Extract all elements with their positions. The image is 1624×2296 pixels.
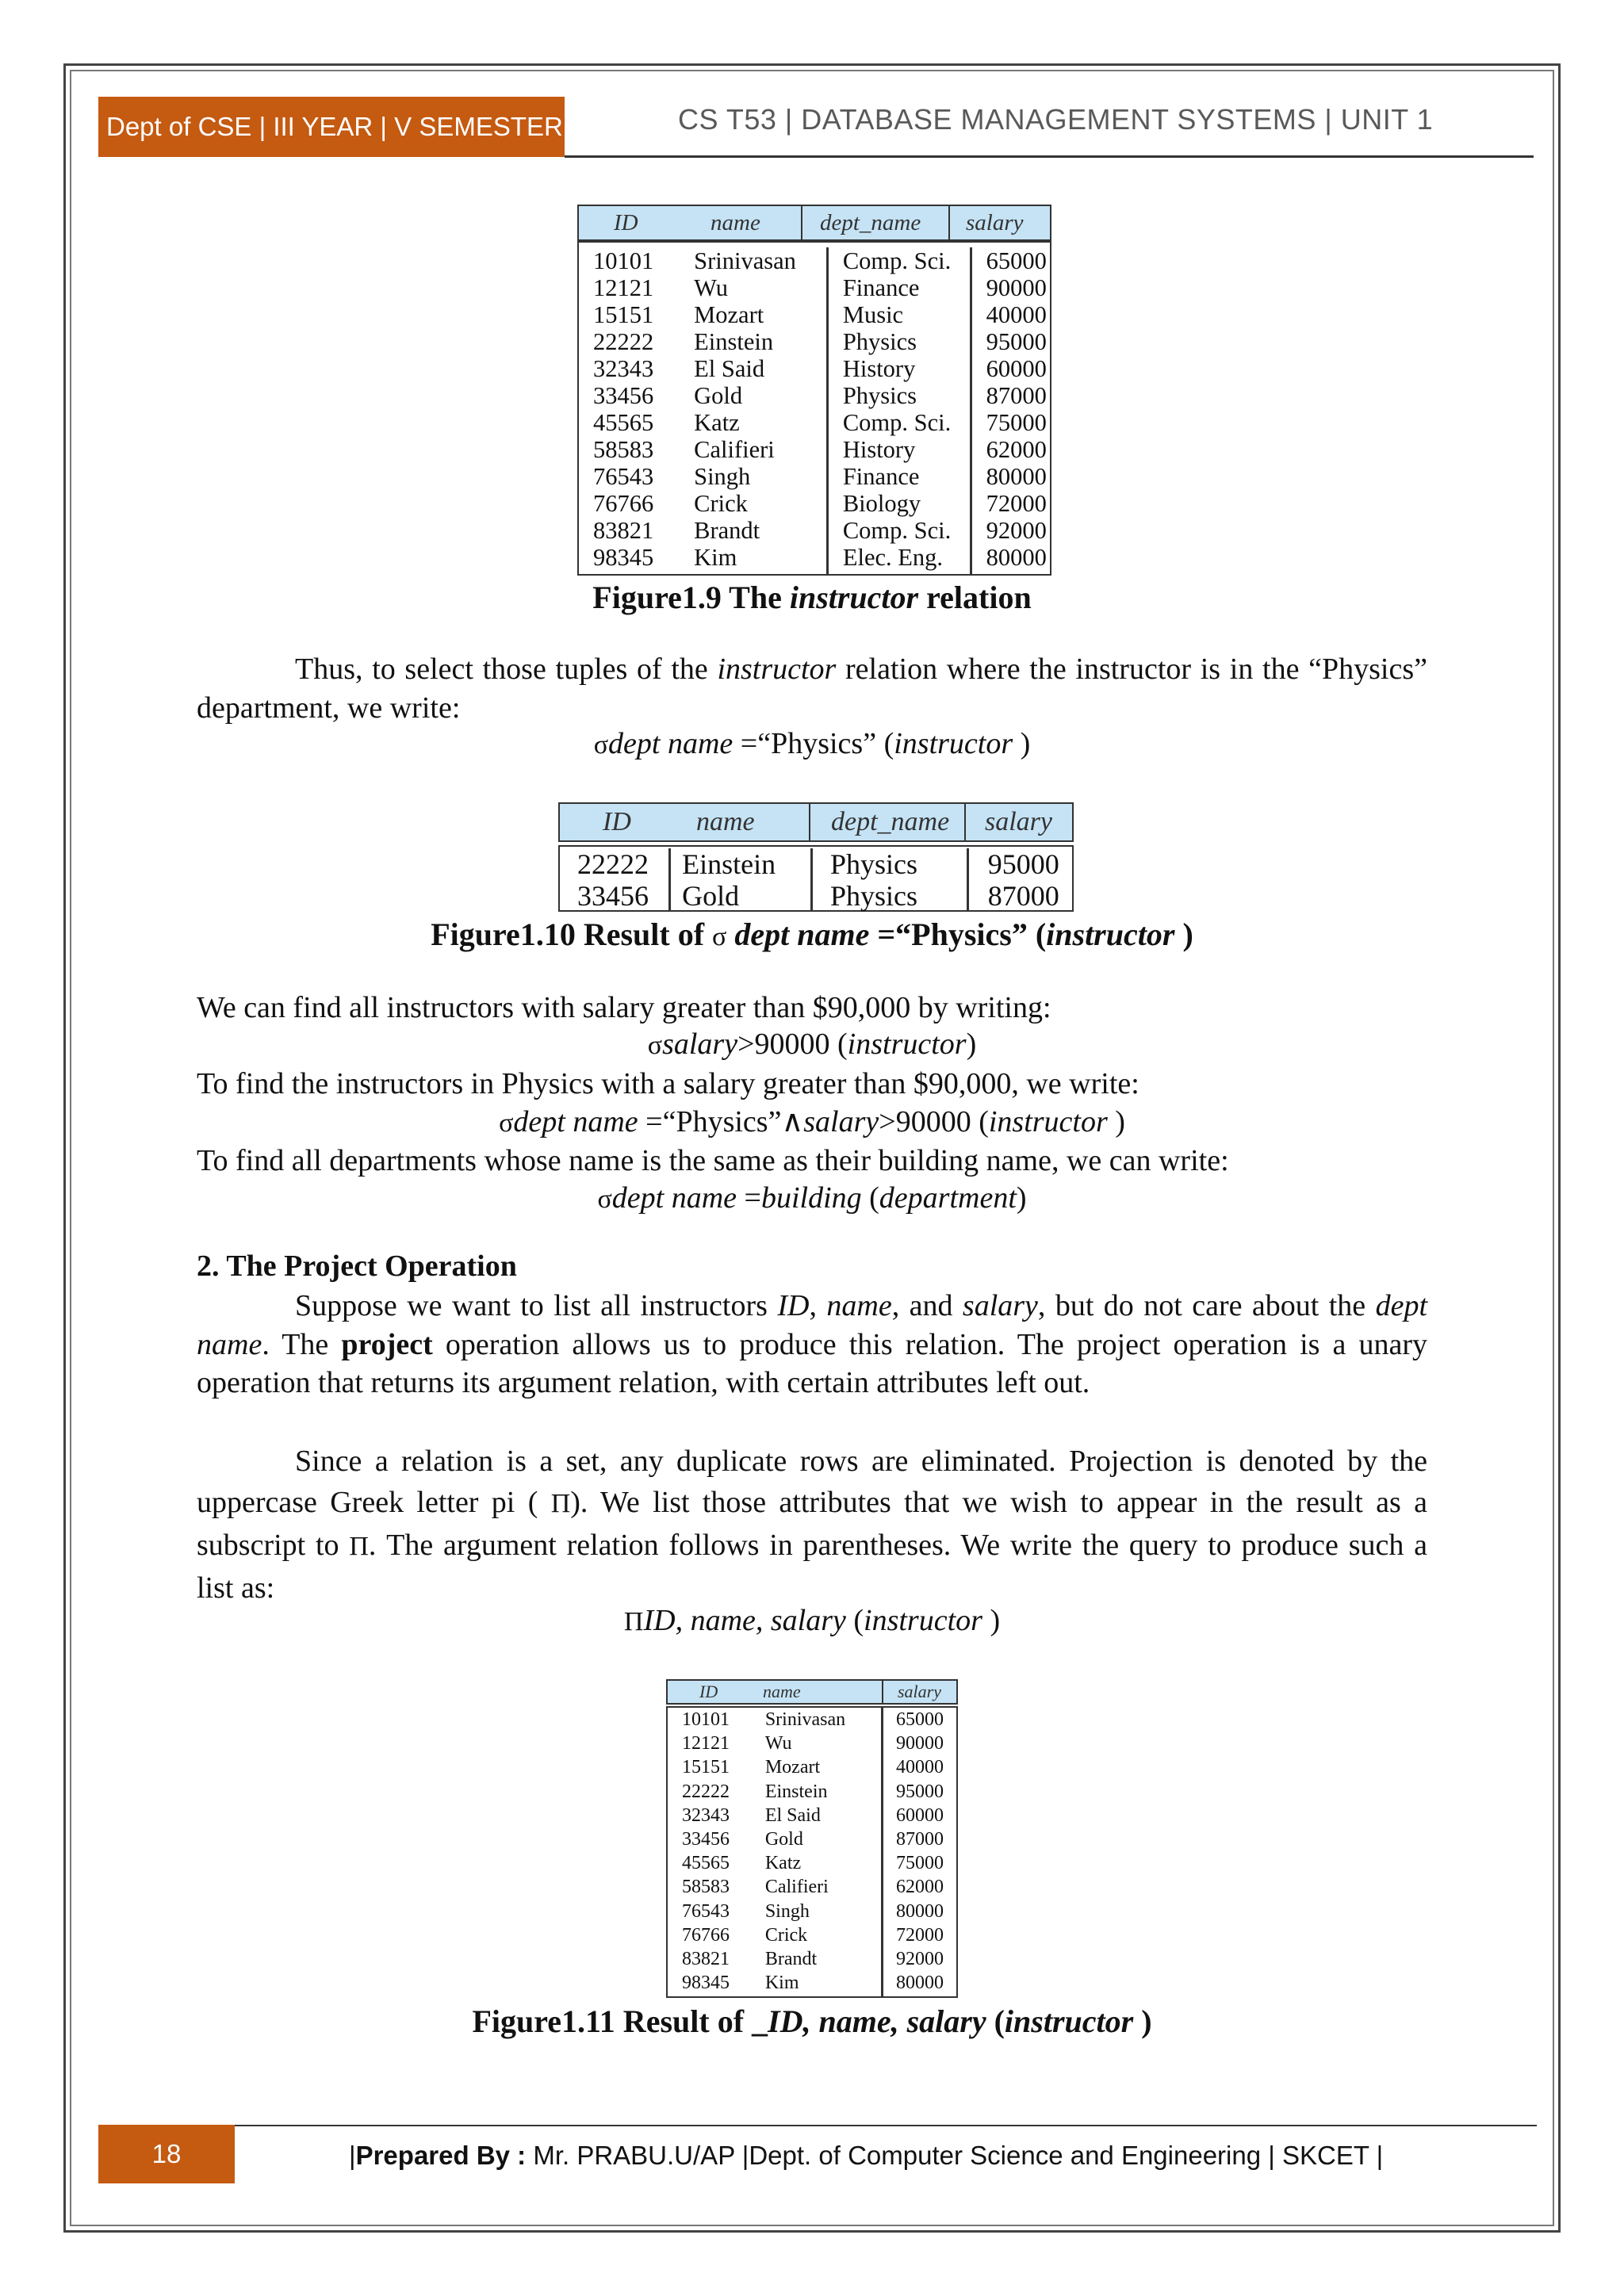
table-cell: 76543 (682, 1900, 730, 1922)
figure-1-9-caption (0, 579, 1624, 616)
table-cell: Finance (842, 463, 920, 490)
text: ( (861, 1181, 879, 1215)
text: ) (1107, 1105, 1125, 1138)
table-cell: Srinivasan (764, 1709, 846, 1730)
sigma-symbol: σ (593, 730, 609, 760)
table-cell: 33456 (593, 382, 654, 409)
table-cell: 98345 (593, 544, 654, 571)
figure-1-9-table (577, 205, 1051, 576)
sigma-symbol: σ (647, 1031, 663, 1060)
emphasis: salary (803, 1105, 879, 1138)
expression-select-salary (0, 1027, 1624, 1062)
column-header-name: name (763, 1681, 883, 1703)
emphasis: dept name (611, 1181, 737, 1215)
table-cell: 22222 (577, 848, 649, 880)
pi-symbol: Π (349, 1532, 369, 1561)
table-header (577, 205, 1051, 241)
table-cell: Crick (694, 490, 748, 517)
table-cell: Physics (830, 880, 918, 912)
column-header-name: name (684, 206, 802, 239)
table-cell: 83821 (593, 517, 654, 544)
line-physics-salary-intro: To find the instructors in Physics with a salary greater than $90,000, we write: (197, 1067, 1139, 1100)
text: Suppose we want to list all instructors (295, 1289, 778, 1322)
expression-select-building (0, 1181, 1624, 1215)
emphasis: ID, name, salary (643, 1604, 846, 1637)
table-cell: History (842, 436, 916, 463)
caption-text: ) (1133, 2003, 1152, 2039)
table-header (558, 802, 1074, 842)
table-cell: Mozart (764, 1757, 821, 1778)
figure-1-11-caption (0, 2003, 1624, 2040)
caption-text: ) (1174, 916, 1193, 952)
figure-1-10-caption (0, 916, 1624, 953)
emphasis: instructor (847, 1027, 967, 1061)
text: operation allows us to produce this relation. The project operation is a unary operation that returns its argument relation, with certain attributes left out. (197, 1327, 1427, 1399)
column-header-salary: salary (898, 1682, 941, 1701)
footer-rule (235, 2125, 1537, 2126)
text: , and (891, 1289, 963, 1322)
caption-text: Figure1.11 Result of _ (472, 2003, 768, 2039)
text: . The (262, 1327, 342, 1361)
emphasis: instructor (988, 1105, 1108, 1138)
text: . The argument relation follows in parentheses. We write the query to produce such a list as: (197, 1529, 1427, 1605)
table-body (666, 1706, 958, 1998)
table-cell: 76543 (593, 463, 654, 490)
caption-emphasis: instructor (1046, 916, 1175, 952)
table-cell: El Said (694, 355, 765, 382)
bold-term: project (341, 1327, 433, 1361)
sigma-symbol: σ (712, 922, 727, 951)
emphasis: instructor (864, 1604, 982, 1637)
paragraph-projection-notation (197, 1441, 1427, 1609)
column-header-salary: salary (966, 210, 1024, 235)
table-cell: 80000 (986, 463, 1047, 490)
table-cell: 60000 (895, 1804, 944, 1826)
table-cell: Gold (682, 880, 740, 912)
table-cell: 83821 (682, 1949, 730, 1970)
table-cell: 65000 (986, 247, 1047, 274)
text: ( (845, 1604, 864, 1637)
column-id (560, 848, 668, 910)
table-cell: Physics (842, 328, 917, 355)
table-cell: Comp. Sci. (842, 247, 952, 274)
column-header-id: ID (603, 807, 631, 836)
table-cell: 33456 (577, 880, 649, 912)
emphasis: department (879, 1181, 1017, 1215)
text: ) (1013, 727, 1031, 760)
emphasis: dept name (513, 1105, 638, 1138)
emphasis: building (760, 1181, 862, 1215)
footer-separator: | (349, 2141, 356, 2170)
column-header-salary: salary (985, 807, 1052, 836)
column-name (683, 247, 826, 574)
table-cell: 95000 (987, 848, 1059, 880)
table-body (558, 845, 1074, 912)
text: ) (966, 1027, 977, 1061)
page-number: 18 (98, 2125, 235, 2183)
column-salary (970, 247, 1050, 574)
table-cell: Katz (764, 1853, 802, 1874)
table-cell: 32343 (593, 355, 654, 382)
table-cell: 15151 (593, 301, 654, 328)
table-cell: Mozart (694, 301, 764, 328)
caption-text: relation (918, 580, 1032, 615)
paragraph-selection-intro (197, 650, 1427, 727)
expression-select-physics-salary (0, 1104, 1624, 1139)
text: =“Physics”∧ (638, 1105, 804, 1138)
table-cell: 80000 (895, 1973, 944, 1994)
table-cell: Einstein (694, 328, 774, 355)
figure-1-10-table (558, 802, 1074, 912)
column-name (756, 1708, 881, 1996)
table-cell: Comp. Sci. (842, 409, 952, 436)
table-cell: 15151 (682, 1757, 730, 1778)
emphasis: instructor (894, 727, 1013, 760)
table-cell: 92000 (986, 517, 1047, 544)
table-cell: Physics (830, 848, 918, 880)
table-cell: Physics (842, 382, 917, 409)
table-cell: Einstein (764, 1781, 828, 1802)
table-cell: 33456 (682, 1829, 730, 1850)
table-cell: 92000 (895, 1949, 944, 1970)
table-cell: Elec. Eng. (842, 544, 944, 571)
footer-credit (349, 2141, 1383, 2171)
text: , (809, 1289, 827, 1322)
column-id (668, 1708, 756, 1996)
table-cell: 98345 (682, 1973, 730, 1994)
caption-text: Figure1.9 The (592, 580, 790, 615)
paragraph-project-intro (197, 1287, 1427, 1402)
table-cell: 60000 (986, 355, 1047, 382)
text: ) (982, 1604, 1001, 1637)
text: =“Physics” ( (733, 727, 894, 760)
text: >90000 ( (737, 1027, 848, 1061)
table-cell: Wu (764, 1733, 792, 1755)
pi-symbol: Π (623, 1607, 644, 1636)
header-rule (565, 155, 1534, 158)
table-cell: 87000 (986, 382, 1047, 409)
text: Thus, to select those tuples of the (295, 652, 718, 686)
table-cell: El Said (764, 1804, 821, 1826)
table-cell: Califieri (764, 1877, 829, 1898)
expression-select-physics (0, 726, 1624, 761)
caption-emphasis: dept name (726, 916, 870, 952)
table-cell: 10101 (682, 1709, 730, 1730)
table-cell: 22222 (682, 1781, 730, 1802)
column-salary (967, 848, 1072, 910)
table-cell: Gold (694, 382, 743, 409)
column-header-dept-name: dept_name (802, 206, 950, 239)
emphasis: ID (777, 1289, 810, 1322)
caption-emphasis: instructor (1004, 2003, 1134, 2039)
column-salary (881, 1708, 956, 1996)
table-cell: Kim (694, 544, 737, 571)
table-cell: 58583 (593, 436, 654, 463)
table-cell: 72000 (895, 1924, 944, 1946)
table-cell: 87000 (987, 880, 1059, 912)
text: relation where the instructor is in the “Physics” department, we write: (197, 652, 1427, 725)
text: ). We list those attributes that we wish to appear in the result as a subscript to (197, 1486, 1427, 1562)
column-header-id: ID (699, 1682, 718, 1701)
table-cell: Katz (694, 409, 740, 436)
text: Since a relation is a set, any duplicate rows are eliminated. Projection is denoted by the uppercase Greek letter pi ( (197, 1445, 1427, 1519)
header-course-title: CS T53 | DATABASE MANAGEMENT SYSTEMS | UNIT 1 (678, 103, 1434, 136)
table-cell: Einstein (682, 848, 776, 880)
table-cell: Finance (842, 274, 920, 301)
caption-text: Figure1.10 Result of (431, 916, 713, 952)
table-cell: 76766 (593, 490, 654, 517)
table-cell: Srinivasan (694, 247, 796, 274)
table-cell: 10101 (593, 247, 654, 274)
sigma-symbol: σ (597, 1184, 612, 1214)
column-header-id: ID (614, 210, 638, 235)
caption-text: =“Physics” ( (869, 916, 1047, 952)
table-cell: 12121 (593, 274, 654, 301)
table-header (666, 1679, 958, 1705)
text: ) (1016, 1181, 1027, 1215)
table-cell: 65000 (895, 1709, 944, 1730)
table-cell: 76766 (682, 1924, 730, 1946)
emphasis: name (826, 1289, 892, 1322)
table-cell: Music (842, 301, 904, 328)
table-cell: 80000 (986, 544, 1047, 571)
line-salary-intro: We can find all instructors with salary greater than $90,000 by writing: (197, 991, 1051, 1024)
table-cell: 45565 (682, 1853, 730, 1874)
emphasis: salary (962, 1289, 1038, 1322)
table-cell: 45565 (593, 409, 654, 436)
text: = (737, 1181, 761, 1215)
header-department-badge: Dept of CSE | III YEAR | V SEMESTER (98, 97, 565, 157)
table-cell: 75000 (986, 409, 1047, 436)
table-cell: 90000 (895, 1733, 944, 1755)
table-cell: Gold (764, 1829, 803, 1850)
footer-prepared-label: Prepared By : (355, 2141, 534, 2170)
table-cell: 62000 (986, 436, 1047, 463)
caption-emphasis: instructor (789, 580, 919, 615)
table-cell: 80000 (895, 1900, 944, 1922)
table-cell: Wu (694, 274, 728, 301)
section-heading-project-operation: 2. The Project Operation (197, 1249, 517, 1283)
table-cell: 40000 (895, 1757, 944, 1778)
expression-project (0, 1603, 1624, 1638)
table-cell: Brandt (764, 1949, 818, 1970)
emphasis: instructor (717, 652, 837, 686)
line-departments-intro: To find all departments whose name is the same as their building name, we can write: (197, 1144, 1229, 1177)
table-cell: Califieri (694, 436, 775, 463)
table-cell: Brandt (694, 517, 760, 544)
table-cell: 22222 (593, 328, 654, 355)
table-cell: History (842, 355, 916, 382)
table-cell: 58583 (682, 1877, 730, 1898)
column-dept-name (826, 247, 970, 574)
table-cell: 62000 (895, 1877, 944, 1898)
text: , but do not care about the (1037, 1289, 1376, 1322)
footer-prepared-text: Mr. PRABU.U/AP |Dept. of Computer Science and Engineering | SKCET | (533, 2141, 1384, 2170)
table-cell: 95000 (986, 328, 1047, 355)
table-cell: Crick (764, 1924, 808, 1946)
table-cell: 12121 (682, 1733, 730, 1755)
emphasis: dept name (608, 727, 733, 760)
column-name (668, 848, 810, 910)
column-id (579, 247, 683, 574)
table-cell: 75000 (895, 1853, 944, 1874)
table-cell: 40000 (986, 301, 1047, 328)
caption-text: ( (986, 2003, 1005, 2039)
table-cell: Singh (694, 463, 751, 490)
column-header-name: name (687, 804, 810, 840)
table-cell: Comp. Sci. (842, 517, 952, 544)
column-header-dept-name: dept_name (810, 804, 966, 840)
emphasis: dept name (197, 1289, 1428, 1361)
table-cell: 90000 (986, 274, 1047, 301)
pi-symbol: Π (550, 1489, 571, 1518)
table-cell: Kim (764, 1973, 799, 1994)
table-cell: 87000 (895, 1829, 944, 1850)
sigma-symbol: σ (499, 1108, 514, 1138)
table-body (577, 241, 1051, 576)
table-cell: 32343 (682, 1804, 730, 1826)
table-cell: Biology (842, 490, 921, 517)
table-cell: 72000 (986, 490, 1047, 517)
figure-1-11-table (666, 1679, 958, 1998)
column-dept-name (810, 848, 967, 910)
text: >90000 ( (879, 1105, 989, 1138)
table-cell: 95000 (895, 1781, 944, 1802)
table-cell: Singh (764, 1900, 810, 1922)
emphasis: salary (662, 1027, 738, 1061)
caption-emphasis: ID, name, salary (768, 2003, 986, 2039)
